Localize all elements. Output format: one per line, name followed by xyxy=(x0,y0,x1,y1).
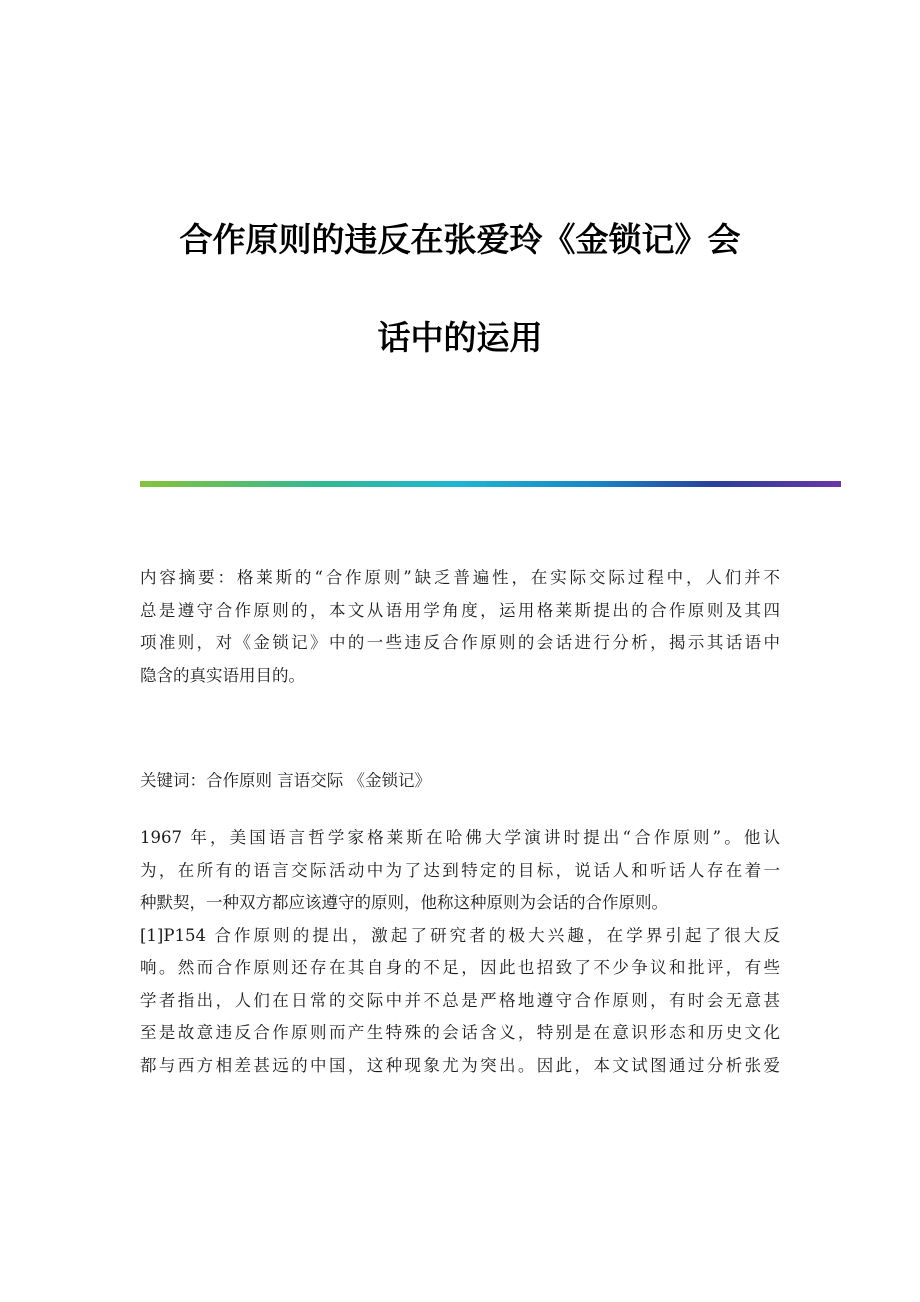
body-line: 学者指出，人们在日常的交际中并不总是严格地遵守合作原则，有时会无意甚 xyxy=(140,990,780,1010)
document-title-line-1: 合作原则的违反在张爱玲《金锁记》会 xyxy=(179,220,741,259)
abstract-line: 内容摘要：格莱斯的“合作原则”缺乏普遍性，在实际交际过程中，人们并不 xyxy=(140,568,780,587)
body-paragraph xyxy=(140,822,780,1082)
abstract-line: 总是遵守合作原则的，本文从语用学角度，运用格莱斯提出的合作原则及其四 xyxy=(140,600,780,620)
abstract-line: 项准则，对《金锁记》中的一些违反合作原则的会话进行分析，揭示其话语中 xyxy=(140,633,780,652)
document-title-line-2: 话中的运用 xyxy=(377,318,543,357)
gradient-divider xyxy=(140,481,841,487)
body-line: 至是故意违反合作原则而产生特殊的会话含义，特别是在意识形态和历史文化 xyxy=(140,1023,780,1042)
keywords-line: 关键词：合作原则 言语交际 《金锁记》 xyxy=(140,771,431,790)
abstract-paragraph xyxy=(140,562,780,692)
body-line: 都与西方相差甚远的中国，这种现象尤为突出。因此，本文试图通过分析张爱 xyxy=(140,1055,780,1075)
abstract-line: 隐含的真实语用目的。 xyxy=(140,665,305,685)
body-line: 为，在所有的语言交际活动中为了达到特定的目标，说话人和听话人存在着一 xyxy=(140,860,780,880)
body-line: [1]P154 合作原则的提出，激起了研究者的极大兴趣，在学界引起了很大反 xyxy=(140,925,780,945)
body-line: 响。然而合作原则还存在其自身的不足，因此也招致了不少争议和批评，有些 xyxy=(140,958,780,977)
body-line: 种默契，一种双方都应该遵守的原则，他称这种原则为会话的合作原则。 xyxy=(140,893,668,912)
body-line: 1967 年，美国语言哲学家格莱斯在哈佛大学演讲时提出“合作原则”。他认 xyxy=(140,828,780,847)
